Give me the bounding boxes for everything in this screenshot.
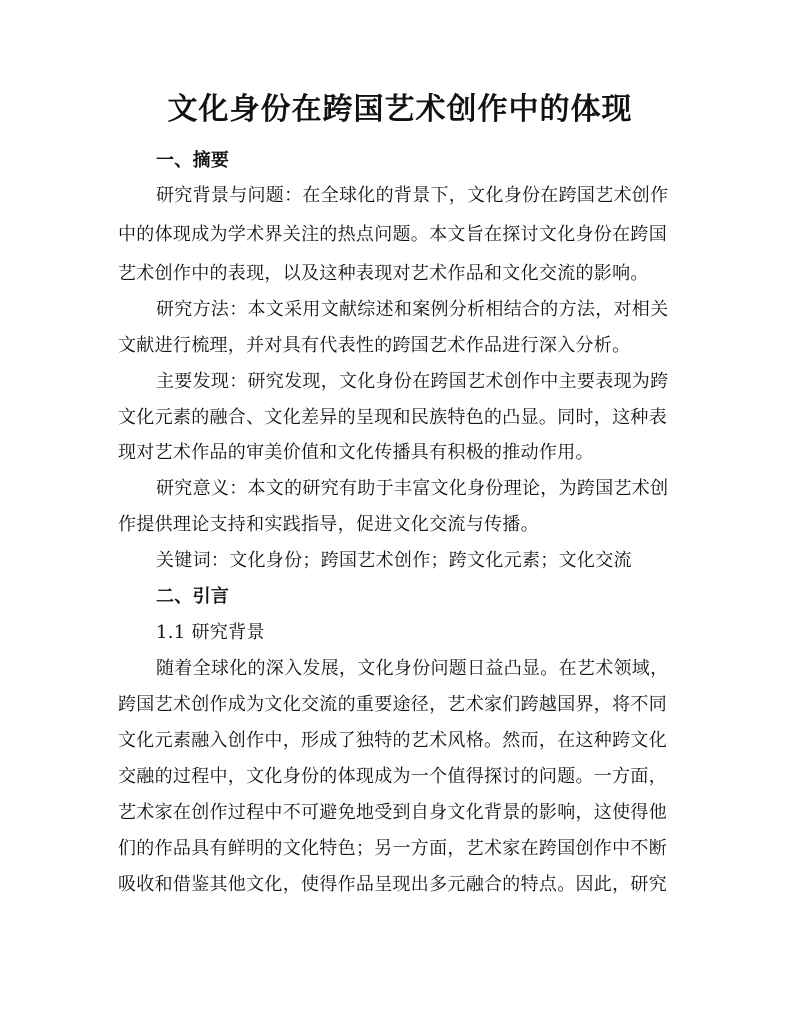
paragraph-line: 研究背景与问题：在全球化的背景下，文化身份在跨国艺术创作 (156, 185, 669, 206)
paragraph-line: 跨国艺术创作成为文化交流的重要途径，艺术家们跨越国界，将不同 (118, 694, 667, 715)
keywords-line: 关键词：文化身份；跨国艺术创作；跨文化元素；文化交流 (156, 550, 632, 571)
paragraph-line: 文献进行梳理，并对具有代表性的跨国艺术作品进行深入分析。 (118, 335, 631, 356)
paragraph-line: 中的体现成为学术界关注的热点问题。本文旨在探讨文化身份在跨国 (118, 224, 667, 245)
paragraph-line: 艺术创作中的表现，以及这种表现对艺术作品和文化交流的影响。 (118, 263, 649, 284)
paragraph-line: 文化元素融入创作中，形成了独特的艺术风格。然而，在这种跨文化 (118, 730, 667, 751)
paragraph-line: 随着全球化的深入发展，文化身份问题日益凸显。在艺术领域， (156, 658, 669, 679)
paragraph-line: 艺术家在创作过程中不可避免地受到自身文化背景的影响，这使得他 (118, 802, 667, 823)
paragraph-line: 文化元素的融合、文化差异的呈现和民族特色的凸显。同时，这种表 (118, 407, 667, 428)
paragraph-line: 们的作品具有鲜明的文化特色；另一方面，艺术家在跨国创作中不断 (118, 838, 667, 859)
paragraph-line: 研究方法：本文采用文献综述和案例分析相结合的方法，对相关 (156, 299, 669, 320)
paragraph-line: 研究意义：本文的研究有助于丰富文化身份理论，为跨国艺术创 (156, 478, 669, 499)
subsection-heading-background: 1.1 研究背景 (156, 622, 265, 643)
section-heading-introduction: 二、引言 (156, 586, 230, 607)
paragraph-line: 交融的过程中，文化身份的体现成为一个值得探讨的问题。一方面， (118, 766, 667, 787)
paragraph-line: 现对艺术作品的审美价值和文化传播具有积极的推动作用。 (118, 442, 594, 463)
section-heading-abstract: 一、摘要 (156, 150, 230, 171)
paragraph-line: 吸收和借鉴其他文化，使得作品呈现出多元融合的特点。因此，研究 (118, 874, 667, 895)
document-title: 文化身份在跨国艺术创作中的体现 (167, 92, 633, 127)
paragraph-line: 作提供理论支持和实践指导，促进文化交流与传播。 (118, 514, 539, 535)
paragraph-line: 主要发现：研究发现，文化身份在跨国艺术创作中主要表现为跨 (156, 371, 669, 392)
